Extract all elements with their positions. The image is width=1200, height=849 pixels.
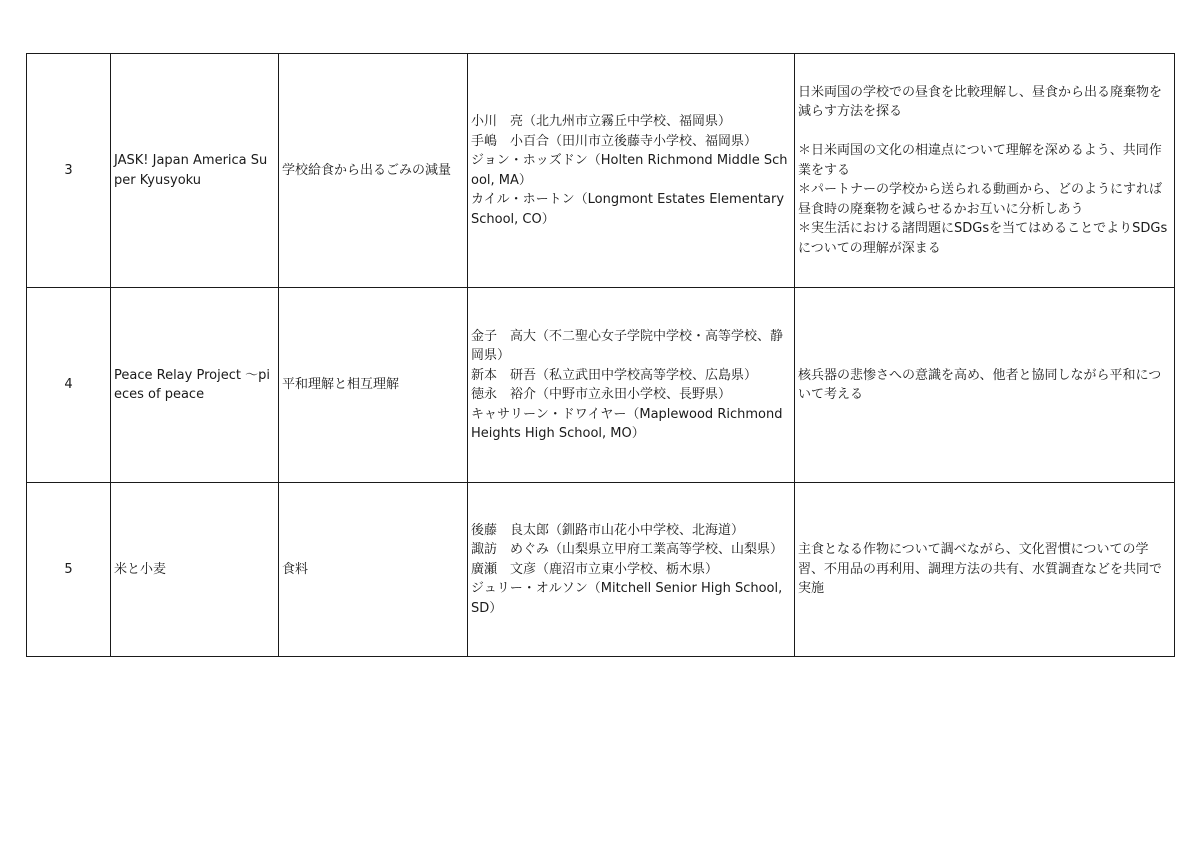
member-entry: ジュリー・オルソン（Mitchell Senior High School, SD） bbox=[471, 581, 783, 616]
project-theme: 平和理解と相互理解 bbox=[279, 288, 468, 483]
row-number: 3 bbox=[27, 54, 111, 288]
member-entry: 新本 研吾（私立武田中学校高等学校、広島県） bbox=[471, 367, 758, 383]
project-name: JASK! Japan America Super Kyusyoku bbox=[111, 54, 279, 288]
member-entry: 廣瀬 文彦（鹿沼市立東小学校、栃木県） bbox=[471, 561, 719, 577]
row-number: 4 bbox=[27, 288, 111, 483]
description-line: ＊日米両国の文化の相違点について理解を深めるよう、共同作業をする bbox=[798, 143, 1162, 178]
table-row bbox=[27, 54, 1175, 288]
description-line: ＊パートナーの学校から送られる動画から、どのようにすれば昼食時の廃棄物を減らせるかお互いに分析しあう bbox=[798, 182, 1163, 217]
project-theme: 学校給食から出るごみの減量 bbox=[279, 54, 468, 288]
member-entry: 金子 高大（不二聖心女子学院中学校・高等学校、静岡県） bbox=[471, 328, 784, 363]
project-name: 米と小麦 bbox=[111, 483, 279, 657]
member-entry: 徳永 裕介（中野市立永田小学校、長野県） bbox=[471, 387, 732, 402]
description-line: 日米両国の学校での昼食を比較理解し、昼食から出る廃棄物を減らす方法を探る bbox=[798, 84, 1163, 120]
members-cell bbox=[468, 483, 795, 657]
table-row bbox=[27, 288, 1175, 483]
description-line: 主食となる作物について調べながら、文化習慣についての学習、不用品の再利用、調理方法の共有、水質調査などを共同で実施 bbox=[798, 542, 1163, 597]
member-entry: キャサリーン・ドワイヤー（Maplewood Richmond Heights High School, MO） bbox=[471, 406, 783, 441]
member-entry: カイル・ホートン（Longmont Estates Elementary School, CO） bbox=[471, 192, 785, 227]
description-line: ＊実生活における諸問題にSDGsを当てはめることでよりSDGsについての理解が深まる bbox=[798, 221, 1168, 256]
description-cell bbox=[795, 54, 1175, 288]
projects-table bbox=[26, 53, 1175, 657]
member-entry: ジョン・ホッズドン（Holten Richmond Middle School, MA） bbox=[471, 153, 788, 188]
members-cell bbox=[468, 288, 795, 483]
member-entry: 手嶋 小百合（田川市立後藤寺小学校、福岡県） bbox=[471, 133, 758, 149]
project-name: Peace Relay Project ～pieces of peace bbox=[111, 288, 279, 483]
description-cell bbox=[795, 288, 1175, 483]
member-entry: 後藤 良太郎（釧路市山花小中学校、北海道） bbox=[471, 522, 745, 538]
description-spacer bbox=[798, 122, 1171, 142]
description-line: 核兵器の悲惨さへの意識を高め、他者と協同しながら平和について考える bbox=[798, 367, 1162, 402]
member-entry: 小川 亮（北九州市立霧丘中学校、福岡県） bbox=[471, 114, 732, 129]
row-number: 5 bbox=[27, 483, 111, 657]
project-theme: 食料 bbox=[279, 483, 468, 657]
description-cell bbox=[795, 483, 1175, 657]
table-row bbox=[27, 483, 1175, 657]
member-entry: 諏訪 めぐみ（山梨県立甲府工業高等学校、山梨県） bbox=[471, 542, 784, 558]
members-cell bbox=[468, 54, 795, 288]
